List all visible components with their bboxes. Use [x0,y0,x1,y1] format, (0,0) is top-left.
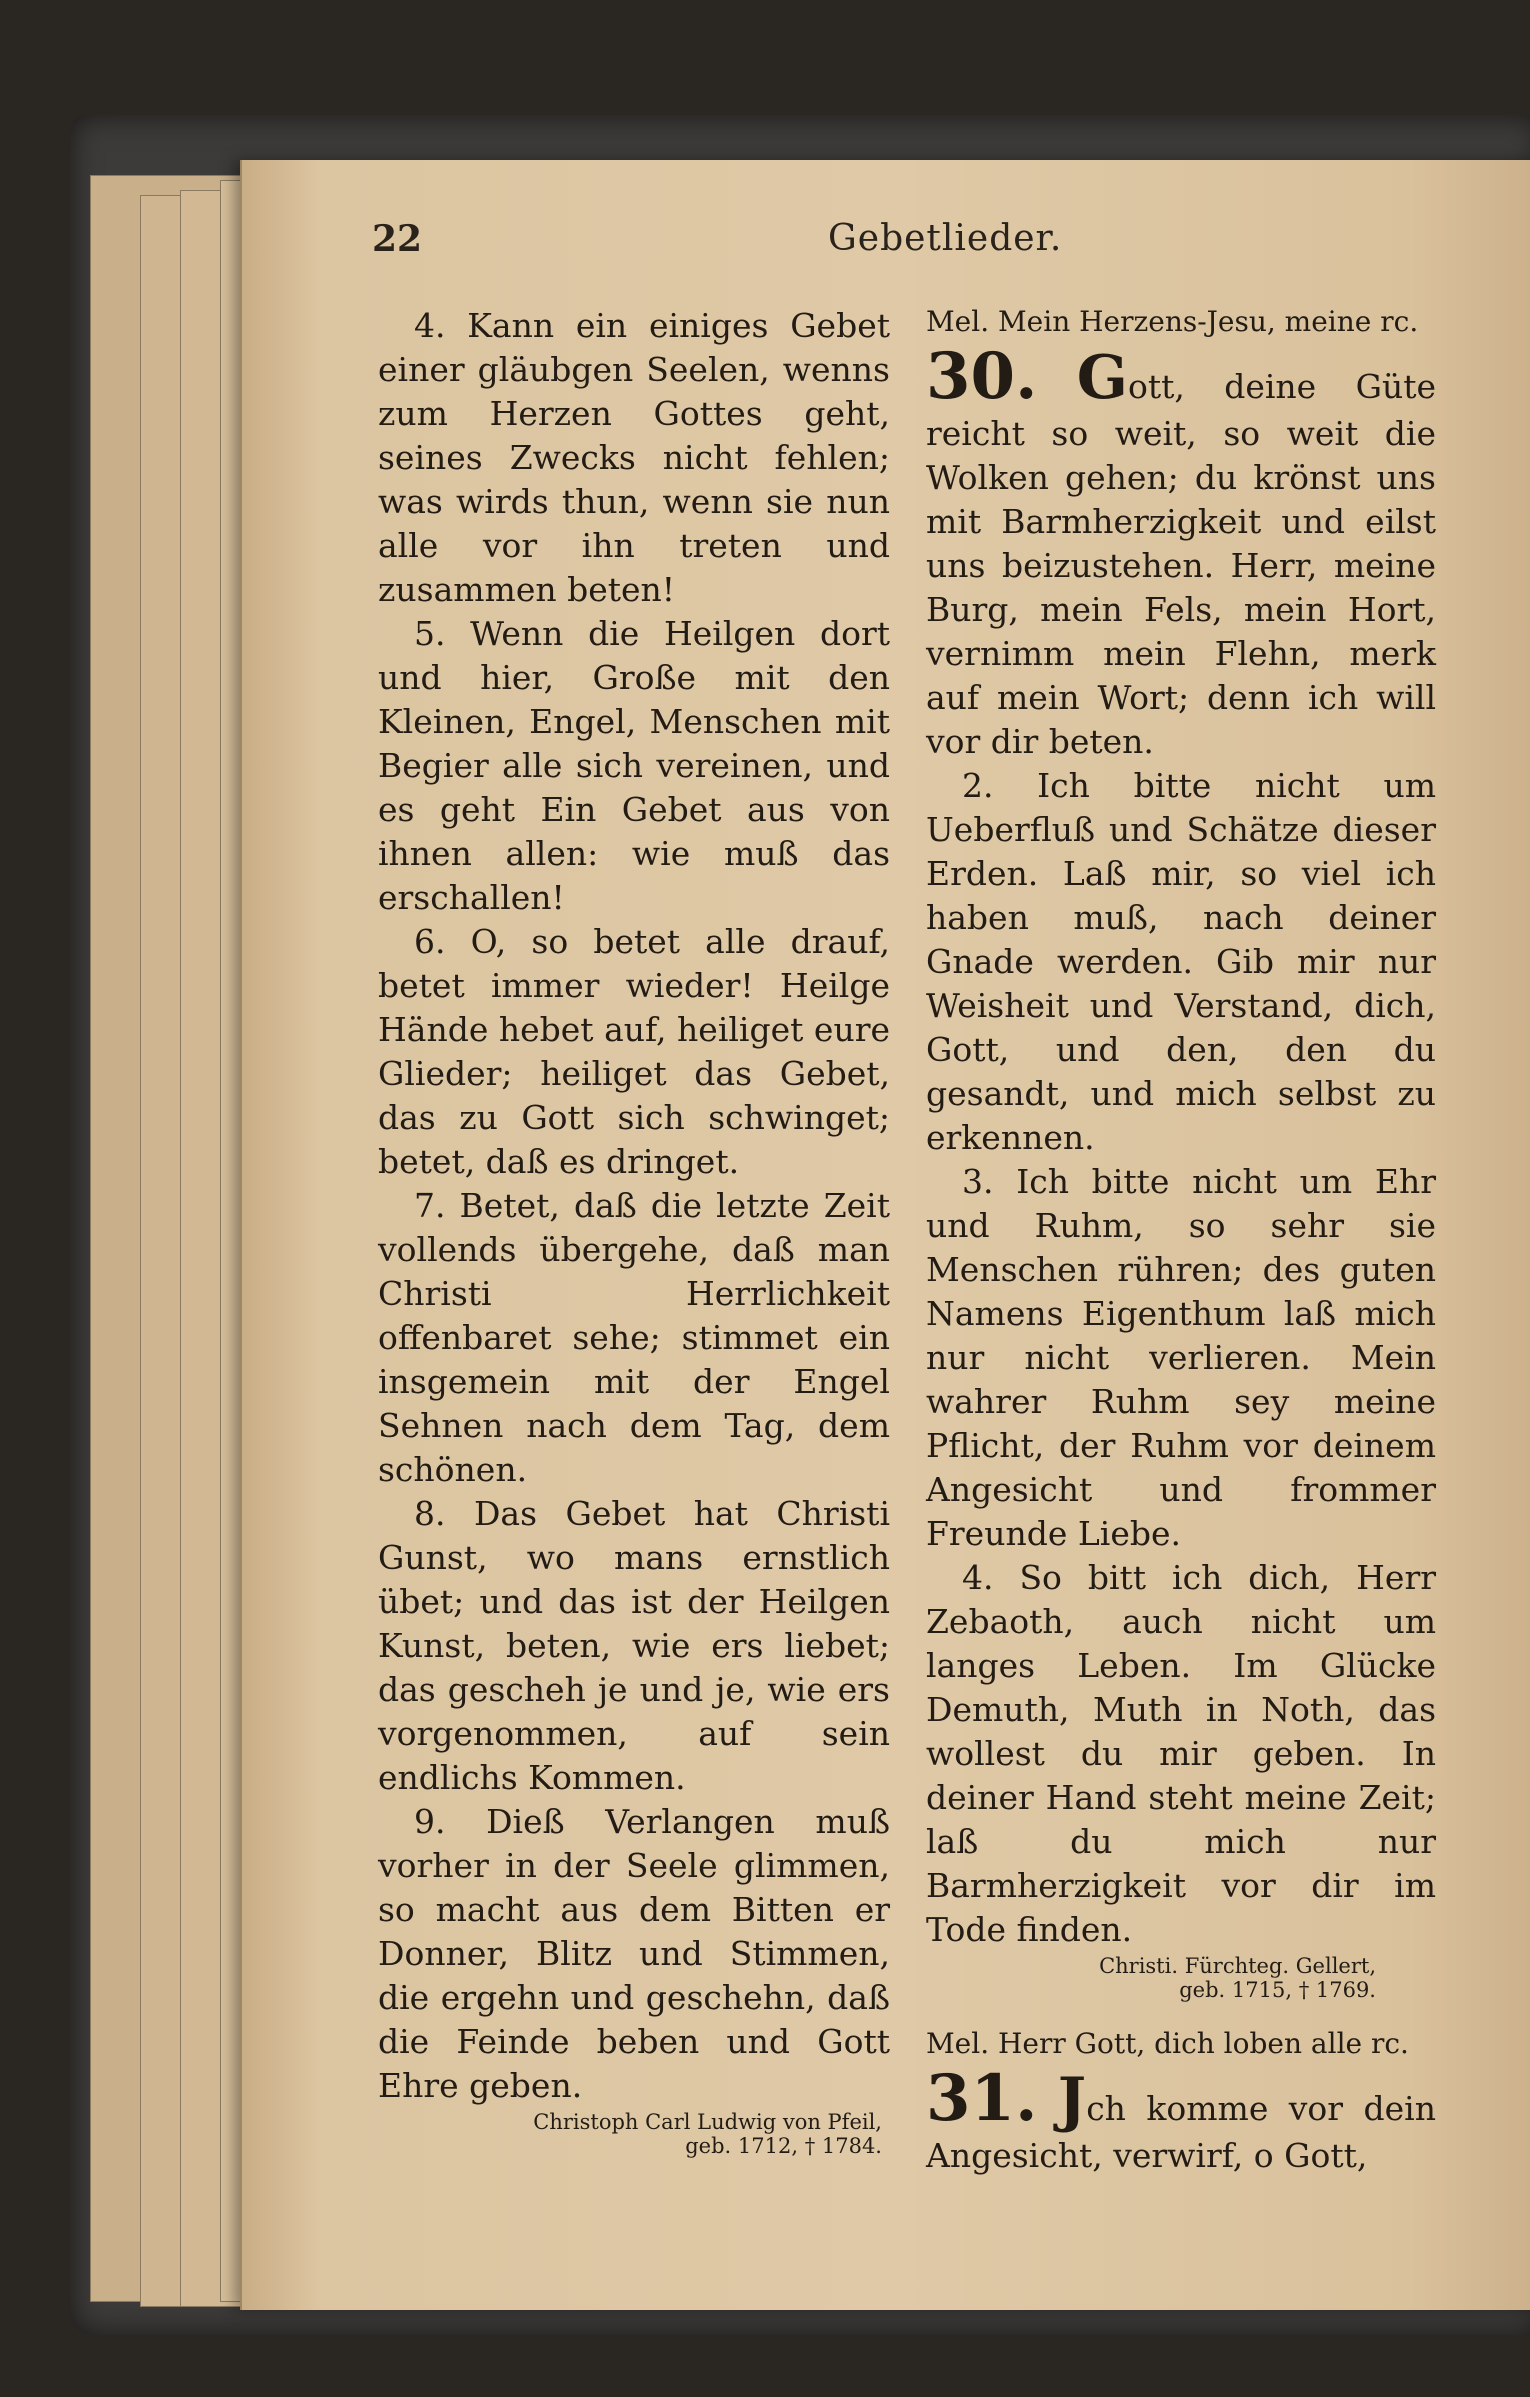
stanza: 4. Kann ein einiges Gebet einer gläubgen Seelen, wenns zum Herzen Gottes geht, seines Zwecks nicht fehlen; was wirds thun, wenn sie nun alle vor ihn treten und zusammen beten! [378,306,890,609]
author-name: Christi. Fürchteg. Gellert, [1099,1954,1376,1978]
hymn-number: 31. [926,2061,1038,2136]
stanza: 5. Wenn die Heilgen dort und hier, Große mit den Kleinen, Engel, Menschen mit Begier alle sich vereinen, und es geht Ein Gebet aus von ihnen allen: wie muß das erschallen! [378,614,890,917]
right-column [926,302,1436,2178]
stanza: 9. Dieß Verlangen muß vorher in der Seele glimmen, so macht aus dem Bitten er Donner, Blitz und Stimmen, die ergehn und geschehn, daß die Feinde beben und Gott Ehre geben. [378,1802,890,2105]
stanza: 7. Betet, daß die letzte Zeit vollends übergehe, daß man Christi Herrlichkeit offenbaret sehe; stimmet ein insgemein mit der Engel Sehnen nach dem Tag, dem schönen. [378,1186,890,1489]
stanza: 4. So bitt ich dich, Herr Zebaoth, auch nicht um langes Leben. Im Glücke Demuth, Muth in Noth, das wollest du mir geben. In deiner Hand steht meine Zeit; laß du mich nur Barmherzigkeit vor dir im Tode finden. [926,1558,1436,1949]
running-head: Gebetlieder. [828,218,1063,259]
stanza: 6. O, so betet alle drauf, betet immer wieder! Heilge Hände hebet auf, heiliget eure Glieder; heiliget das Gebet, das zu Gott sich schwinget; betet, daß es dringet. [378,922,890,1181]
stanza-text: ch komme vor dein Angesicht, verwirf, o Gott, [926,2089,1436,2175]
author-credit [926,1954,1436,2002]
hymn-opening [926,2061,1436,2178]
author-credit [378,2110,890,2158]
melody-line: Mel. Mein Herzens-Jesu, meine rc. [926,305,1419,338]
author-dates: geb. 1712, † 1784. [685,2134,882,2158]
page-number: 22 [372,218,423,260]
stanza: 8. Das Gebet hat Christi Gunst, wo mans ernstlich übet; und das ist der Heilgen Kunst, beten, wie ers liebet; das gescheh je und je, wie ers vorgenommen, auf sein endlichs Kommen. [378,1494,890,1797]
hymn-number: 30. [926,339,1038,414]
initial-letter: G [1076,343,1128,413]
left-column [378,304,890,2164]
melody-line: Mel. Herr Gott, dich loben alle rc. [926,2027,1409,2060]
spacer [926,2008,1436,2024]
author-dates: geb. 1715, † 1769. [1179,1978,1376,2002]
author-name: Christoph Carl Ludwig von Pfeil, [533,2110,882,2134]
stanza: 3. Ich bitte nicht um Ehr und Ruhm, so sehr sie Menschen rühren; des guten Namens Eigenthum laß mich nur nicht verlieren. Mein wahrer Ruhm sey meine Pflicht, der Ruhm vor deinem Angesicht und frommer Freunde Liebe. [926,1162,1436,1553]
hymn-opening [926,339,1436,764]
stanza-text: ott, deine Güte reicht so weit, so weit die Wolken gehen; du krönst uns mit Barmherzigkeit und eilst uns beizustehen. Herr, meine Burg, mein Fels, mein Hort, vernimm mein Flehn, merk auf mein Wort; denn ich will vor dir beten. [926,367,1436,761]
initial-letter: J [1057,2065,1087,2135]
stanza: 2. Ich bitte nicht um Ueberfluß und Schätze dieser Erden. Laß mir, so viel ich haben muß, nach deiner Gnade werden. Gib mir nur Weisheit und Verstand, dich, Gott, und den, den du gesandt, und mich selbst zu erkennen. [926,766,1436,1157]
